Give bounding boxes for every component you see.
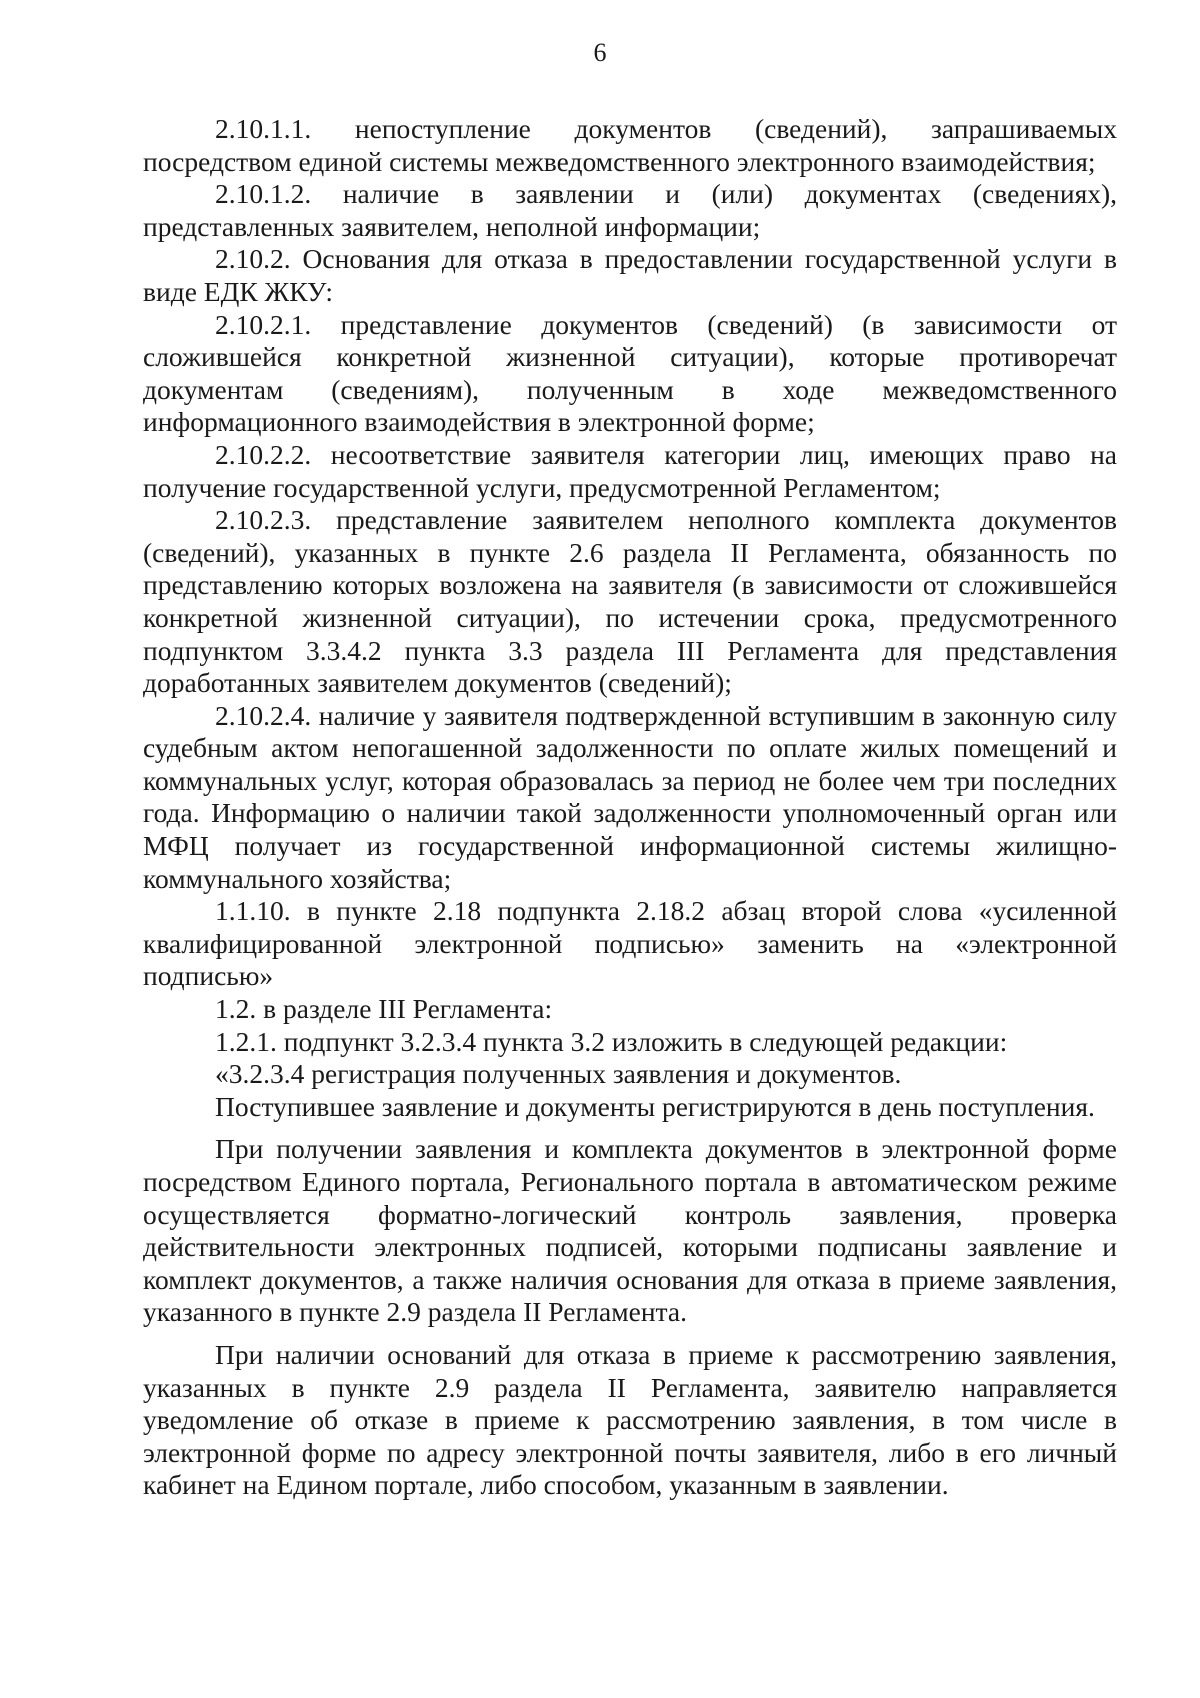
- paragraph-registration: Поступившее заявление и документы регистрируются в день поступления.: [215, 1090, 1095, 1122]
- paragraph-2-10-2-3: 2.10.2.3. представление заявителем неполного комплекта документов (сведений), указанных в пункте 2.6 раздела II Регламента, обязанность по представлению которых возложена на заявителя (в зависимости от сложившейся конкретной жизненной ситуации), по истечении срока, предусмотренного подпунктом 3.3.4.2 пункта 3.3 раздела III Регламента для представления доработанных заявителем документов (сведений);: [143, 504, 1117, 699]
- paragraph-1-2-1: 1.2.1. подпункт 3.2.3.4 пункта 3.2 изложить в следующей редакции:: [215, 1025, 1008, 1057]
- paragraph-2-10-2-4: 2.10.2.4. наличие у заявителя подтвержденной вступившим в законную силу судебным актом непогашенной задолженности по оплате жилых помещений и коммунальных услуг, которая образовалась за период не более чем три последних года. Информацию о наличии такой задолженности уполномоченный орган или МФЦ получает из государственной информационной системы жилищно-коммунального хозяйства;: [143, 699, 1117, 894]
- page-number: 6: [593, 38, 607, 67]
- document-body: [143, 113, 1117, 1502]
- paragraph-2-10-2: 2.10.2. Основания для отказа в предоставлении государственной услуги в виде ЕДК ЖКУ:: [143, 243, 1117, 307]
- paragraph-2-10-1-2: 2.10.1.2. наличие в заявлении и (или) документах (сведениях), представленных заявителем, неполной информации;: [143, 178, 1117, 242]
- paragraph-2-10-1-1: 2.10.1.1. непоступление документов (сведений), запрашиваемых посредством единой системы межведомственного электронного взаимодействия;: [143, 113, 1117, 177]
- paragraph-1-1-10: 1.1.10. в пункте 2.18 подпункта 2.18.2 абзац второй слова «усиленной квалифицированной электронной подписью» заменить на «электронной подписью»: [143, 895, 1117, 992]
- paragraph-refusal-notice: При наличии оснований для отказа в приеме к рассмотрению заявления, указанных в пункте 2.9 раздела II Регламента, заявителю направляется уведомление об отказе в приеме к рассмотрению заявления, в том числе в электронной форме по адресу электронной почты заявителя, либо в его личный кабинет на Едином портале, либо способом, указанным в заявлении.: [143, 1338, 1117, 1501]
- paragraph-2-10-2-1: 2.10.2.1. представление документов (сведений) (в зависимости от сложившейся конкретной жизненной ситуации), которые противоречат документам (сведениям), полученным в ходе межведомственного информационного взаимодействия в электронной форме;: [143, 308, 1117, 438]
- paragraph-electronic-receipt: При получении заявления и комплекта документов в электронной форме посредством Единого портала, Регионального портала в автоматическом режиме осуществляется форматно-логический контроль заявления, проверка действительности электронных подписей, которыми подписаны заявление и комплект документов, а также наличия основания для отказа в приеме заявления, указанного в пункте 2.9 раздела II Регламента.: [143, 1133, 1117, 1328]
- paragraph-1-2: 1.2. в разделе III Регламента:: [215, 993, 553, 1025]
- paragraph-2-10-2-2: 2.10.2.2. несоответствие заявителя категории лиц, имеющих право на получение государственной услуги, предусмотренной Регламентом;: [143, 438, 1117, 503]
- paragraph-3-2-3-4: «3.2.3.4 регистрация полученных заявления и документов.: [215, 1058, 902, 1090]
